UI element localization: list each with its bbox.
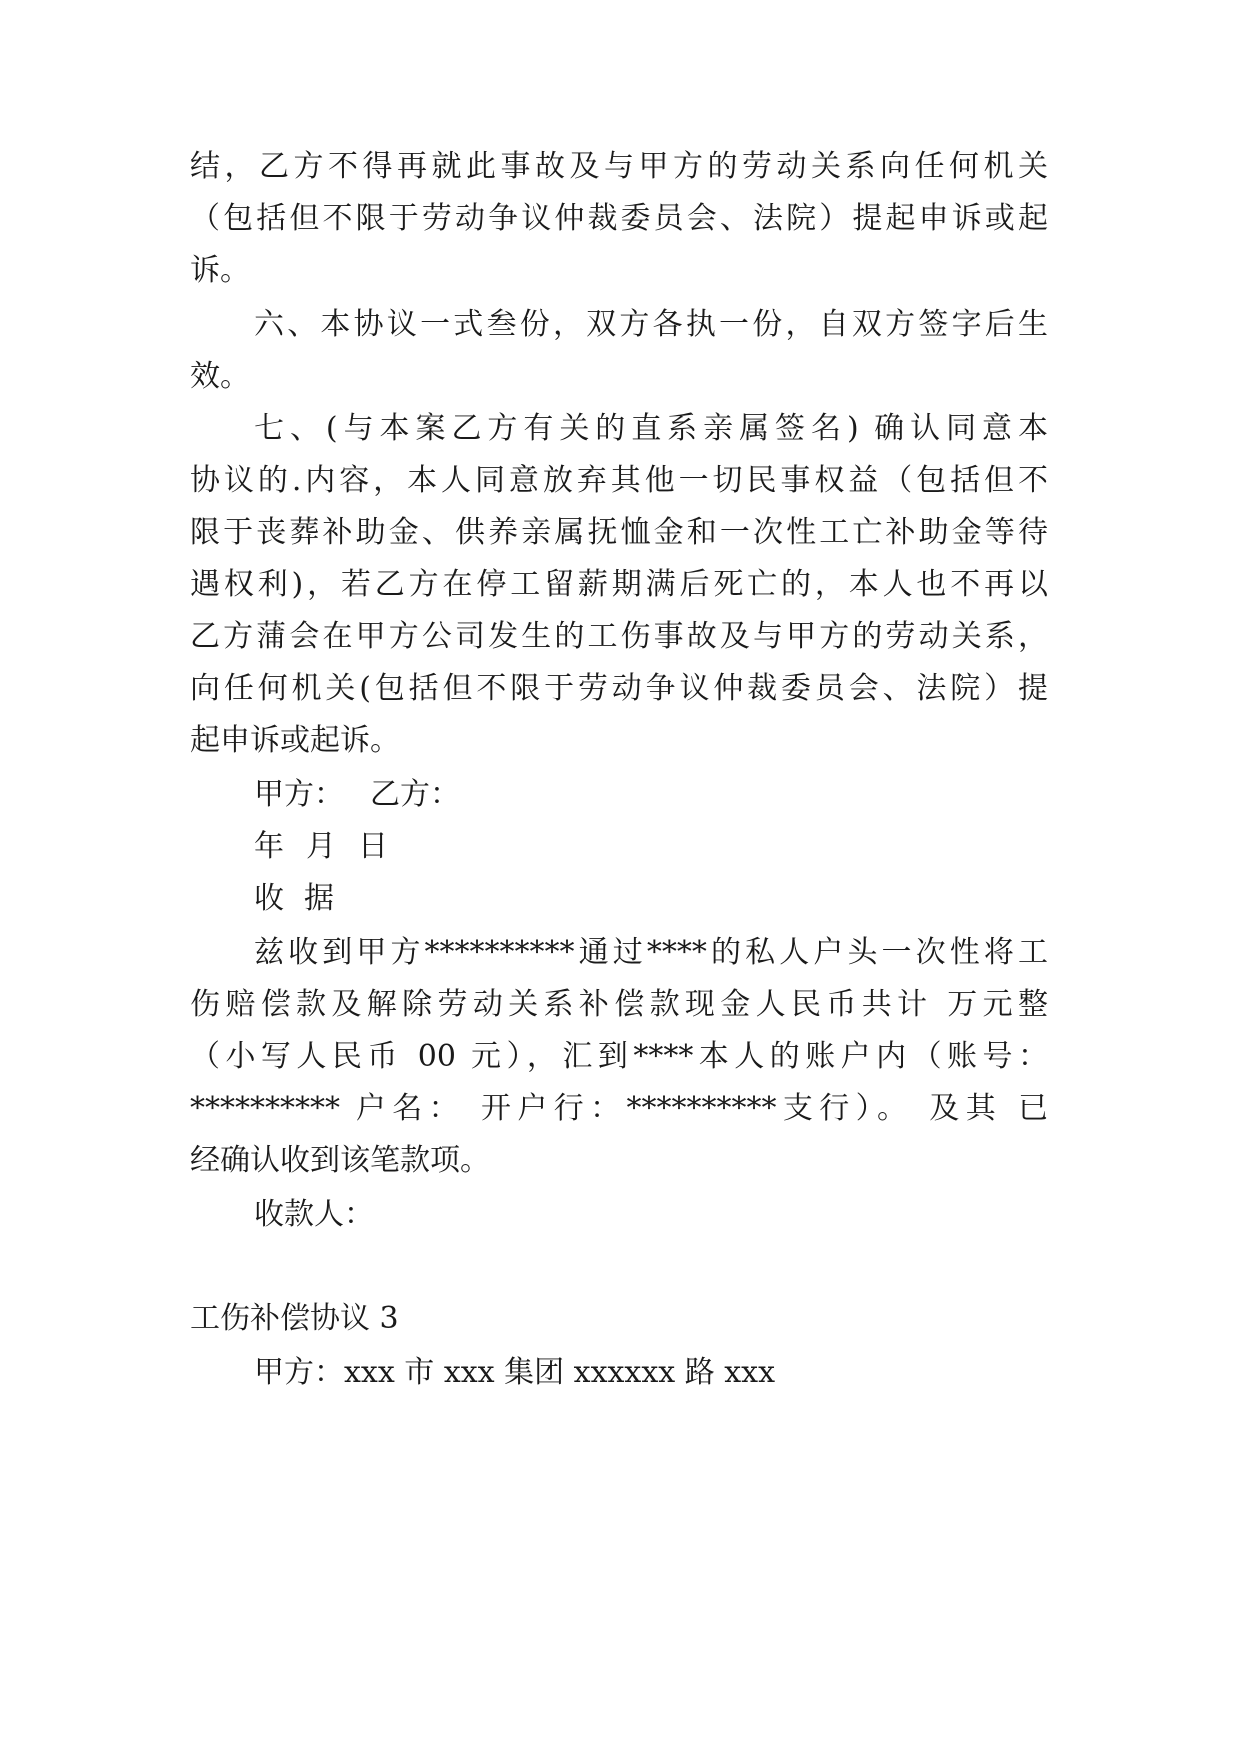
party-a-signature-label: 甲方： [254,777,344,812]
clause7-line-1: 七、(与本案乙方有关的直系亲属签名) 确认同意本 [254,411,1048,446]
receipt-line-3: （小写人民币 00 元），汇到****本人的账户内（账号： [190,1039,1048,1074]
receipt-line-2: 伤赔偿款及解除劳动关系补偿款现金人民币共计 万元整 [190,987,1048,1022]
clause7-line-2: 协议的.内容，本人同意放弃其他一切民事权益（包括但不 [190,463,1048,498]
receipt-line-4: ********** 户名： 开户行：**********支行）。 及其 已 [190,1091,1048,1126]
clause7-line-7: 起申诉或起诉。 [190,723,400,758]
date-line [254,827,410,867]
clause7-line-3: 限于丧葬补助金、供养亲属抚恤金和一次性工亡补助金等待 [190,515,1048,550]
signature-line [254,775,460,815]
clause6-line-1: 六、本协议一式叁份，双方各执一份，自双方签字后生 [254,307,1048,342]
receipt-title [254,879,354,919]
payee-label: 收款人： [254,1197,374,1232]
date-month: 月 [306,829,336,864]
clause6-line-2: 效。 [190,359,250,394]
date-year: 年 [254,829,284,864]
receipt-title-char-2: 据 [304,881,334,916]
date-day: 日 [358,829,388,864]
clause5-line-3: 诉。 [190,253,250,288]
receipt-line-1: 兹收到甲方**********通过****的私人户头一次性将工 [254,935,1048,970]
clause7-line-6: 向任何机关(包括但不限于劳动争议仲裁委员会、法院）提 [190,671,1048,706]
receipt-title-char-1: 收 [254,881,284,916]
clause5-line-1: 结，乙方不得再就此事故及与甲方的劳动关系向任何机关 [190,149,1048,184]
clause7-line-5: 乙方蒲会在甲方公司发生的工伤事故及与甲方的劳动关系， [190,619,1048,654]
party-b-signature-label: 乙方： [370,777,460,812]
receipt-line-5: 经确认收到该笔款项。 [190,1143,490,1178]
next-agreement-heading: 工伤补偿协议 3 [190,1301,399,1336]
next-agreement-party-a: 甲方：xxx 市 xxx 集团 xxxxxx 路 xxx [254,1355,776,1390]
clause5-line-2: （包括但不限于劳动争议仲裁委员会、法院）提起申诉或起 [190,201,1048,236]
clause7-line-4: 遇权利)，若乙方在停工留薪期满后死亡的，本人也不再以 [190,567,1048,602]
